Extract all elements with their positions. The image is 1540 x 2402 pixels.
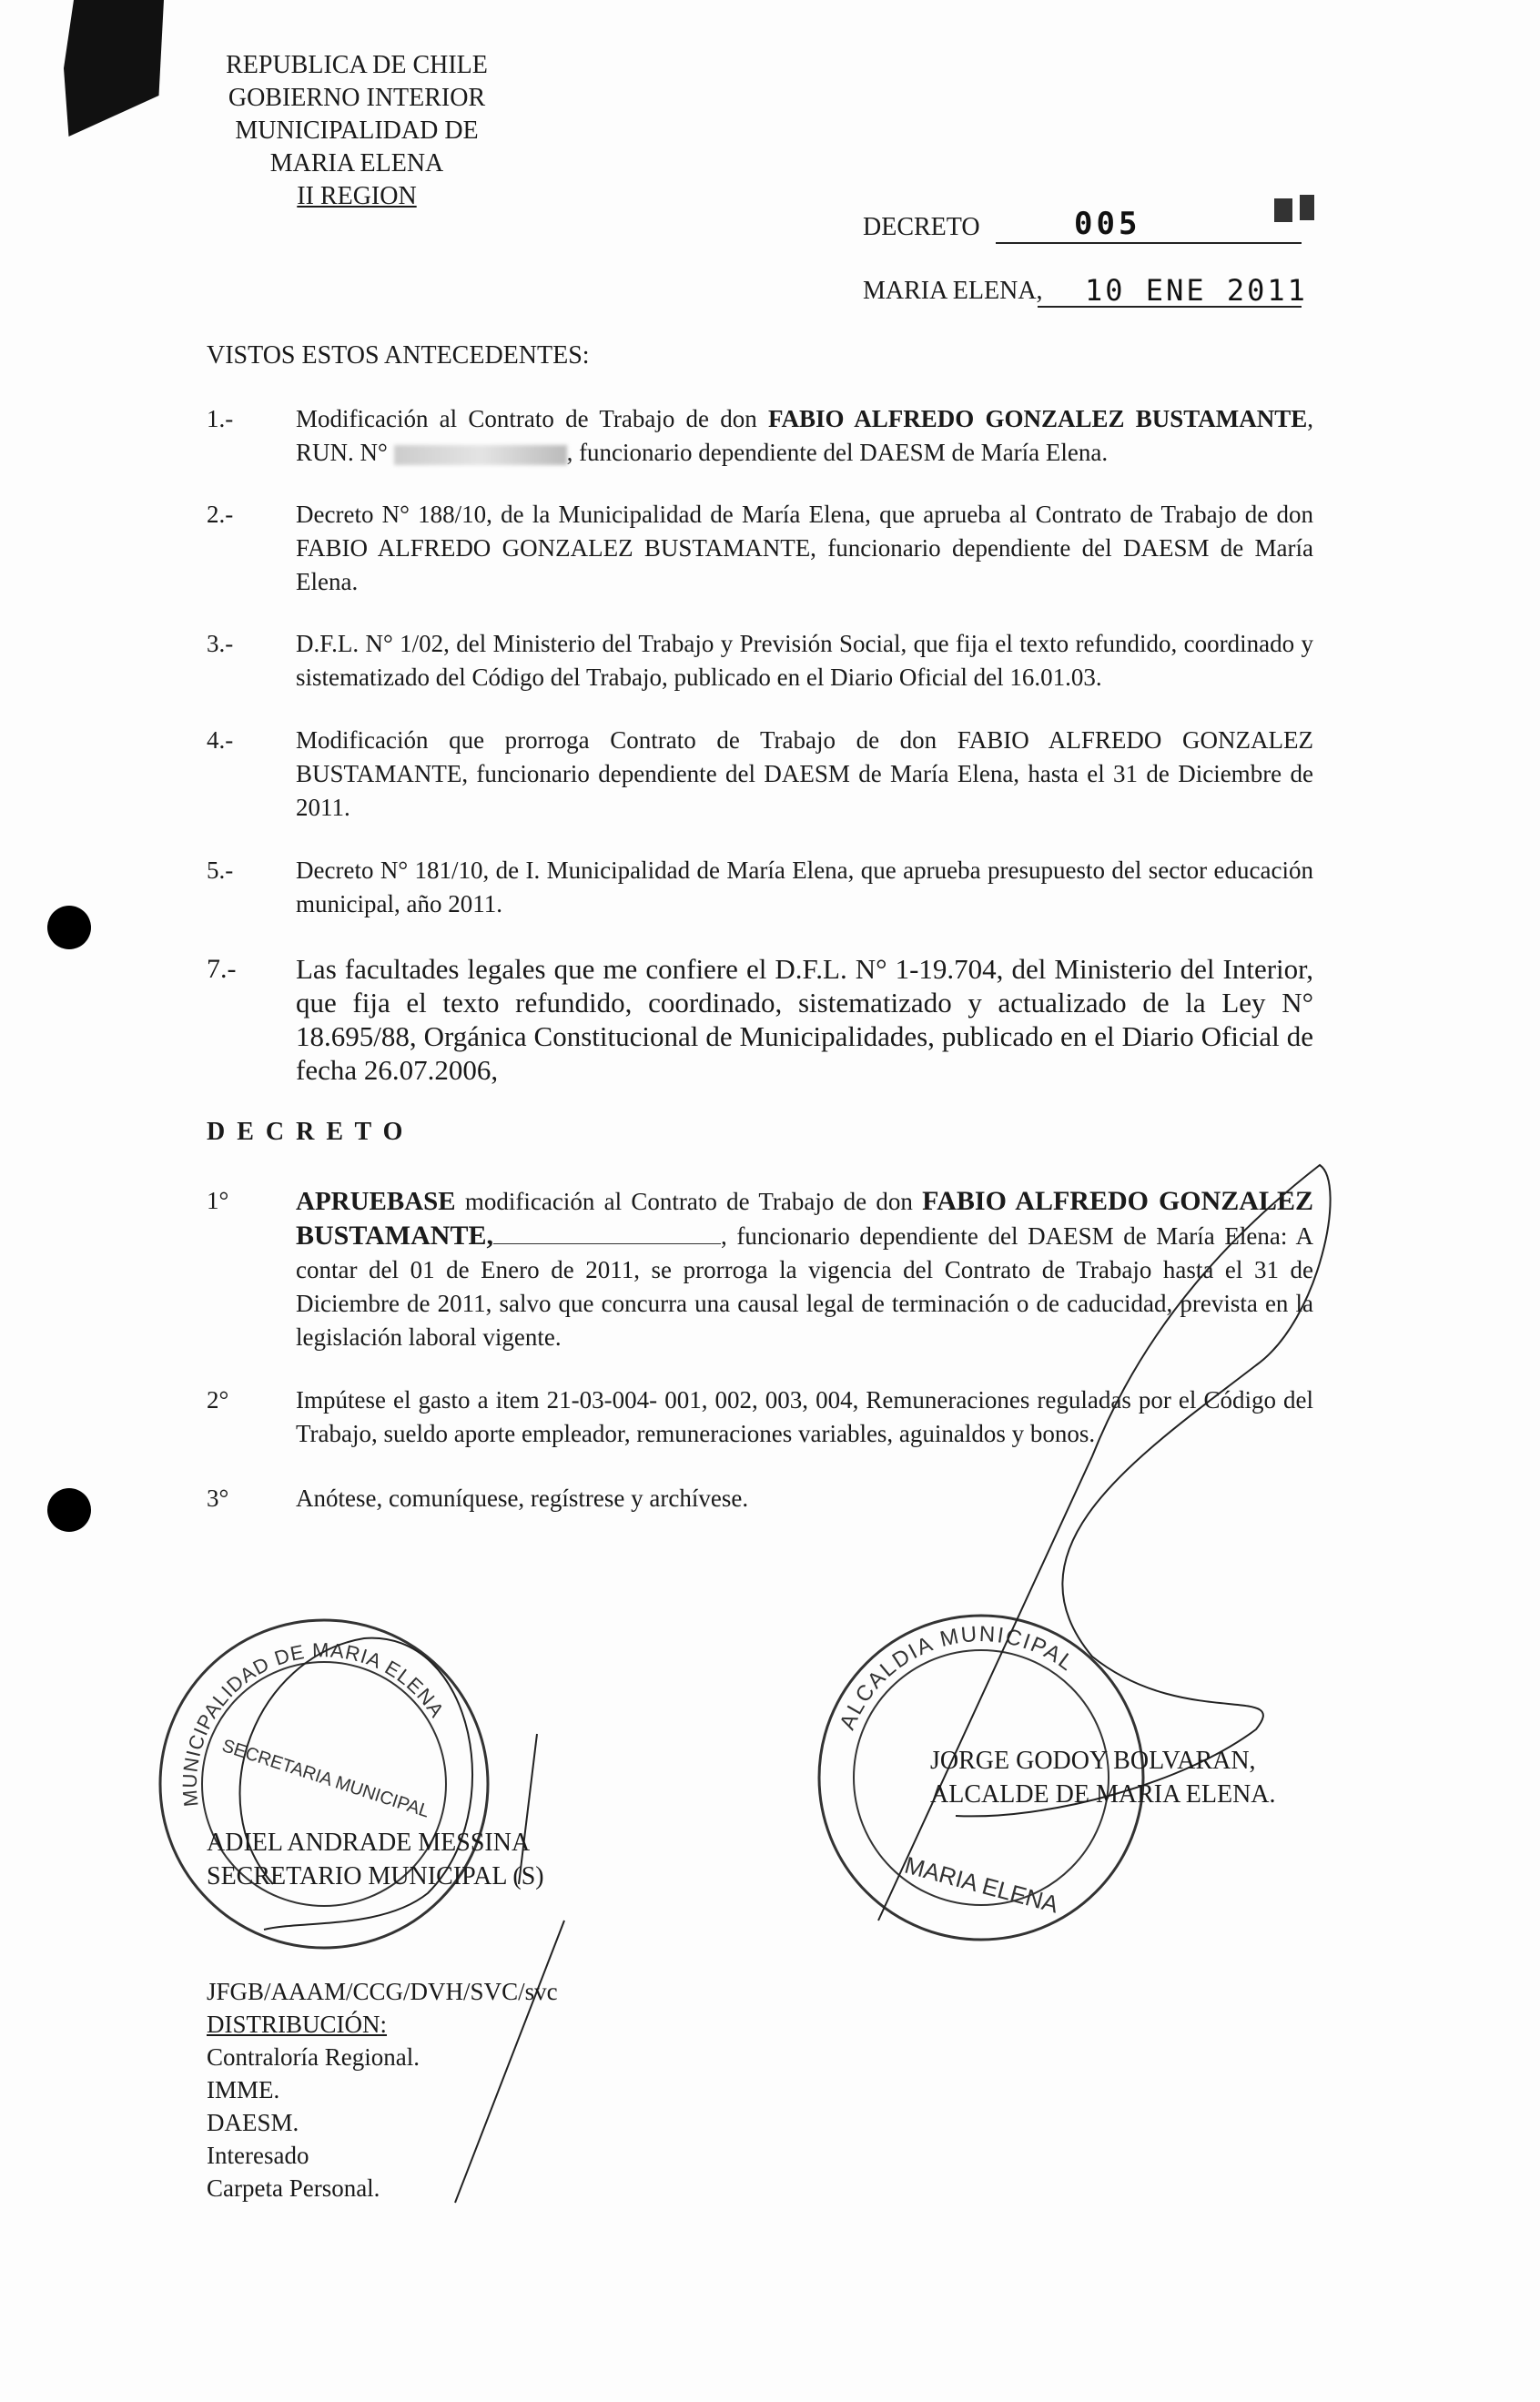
- left-seal-inner-text: SECRETARIA MUNICIPAL: [219, 1736, 432, 1822]
- left-seal-text: MUNICIPALIDAD DE MARIA ELENA: [177, 1638, 450, 1809]
- initials: JFGB/AAAM/CCG/DVH/SVC/svc: [207, 1978, 558, 2005]
- item-number: 4.-: [207, 726, 234, 754]
- item-number: 2.-: [207, 501, 234, 528]
- item-text: APRUEBASE modificación al Contrato de Trabajo de don FABIO ALFREDO GONZALEZ BUSTAMANTE, , funcionario dependiente del DAESM de María Elena: A contar del 01 de Enero de 2011, se prorroga la vigencia del Contrato de Trabajo hasta el 31 de Diciembre de 2011, salvo que concurra una causal legal de terminación o de caducidad, prevista en la legislación laboral vigente.: [296, 1186, 1314, 1351]
- item-text: Decreto N° 181/10, de I. Municipalidad de María Elena, que aprueba presupuesto del sector educación municipal, año 2011.: [296, 856, 1313, 917]
- distribution-block: [207, 1975, 558, 2204]
- letterhead-line: II REGION: [297, 182, 417, 210]
- letterhead-line: REPUBLICA DE CHILE: [226, 51, 488, 79]
- distribution-heading: DISTRIBUCIÓN:: [207, 2011, 388, 2038]
- right-signatory-name: JORGE GODOY BOLVARAN,: [930, 1747, 1256, 1775]
- item-number: 1°: [207, 1187, 229, 1214]
- right-seal-text: ALCALDIA MUNICIPAL: [835, 1621, 1079, 1734]
- item-number: 3°: [207, 1485, 229, 1512]
- letterhead-line: MUNICIPALIDAD DE: [235, 117, 479, 145]
- item-number: 5.-: [207, 856, 234, 884]
- item-number: 3.-: [207, 630, 234, 657]
- date-stamp: 10 ENE 2011: [1085, 273, 1308, 308]
- right-signatory-title: ALCALDE DE MARIA ELENA.: [930, 1780, 1276, 1809]
- distribution-item: Interesado: [207, 2142, 309, 2169]
- decreto-heading: D E C R E T O: [207, 1118, 406, 1146]
- right-seal-bottom-text: MARIA ELENA: [901, 1850, 1062, 1919]
- vistos-heading: VISTOS ESTOS ANTECEDENTES:: [207, 341, 590, 370]
- item-number: 1.-: [207, 405, 234, 432]
- item-text: Anótese, comuníquese, regístrese y archívese.: [296, 1485, 749, 1512]
- item-text: Decreto N° 188/10, de la Municipalidad de María Elena, que aprueba al Contrato de Trabajo de don FABIO ALFREDO GONZALEZ BUSTAMANTE, funcionario dependiente del DAESM de María Elena.: [296, 501, 1313, 595]
- item-text: Impútese el gasto a item 21-03-004- 001, 002, 003, 004, Remuneraciones reguladas por el Código del Trabajo, sueldo aporte empleador, remuneraciones variables, aguinaldos y bonos.: [296, 1386, 1313, 1447]
- item-text: Modificación al Contrato de Trabajo de don FABIO ALFREDO GONZALEZ BUSTAMANTE, RUN. N° , funcionario dependiente del DAESM de María Elena.: [296, 405, 1313, 466]
- left-signatory-title: SECRETARIO MUNICIPAL (S): [207, 1862, 544, 1890]
- item-number: 2°: [207, 1386, 229, 1414]
- letterhead-line: MARIA ELENA: [269, 149, 444, 177]
- letterhead-line: GOBIERNO INTERIOR: [228, 84, 486, 112]
- date-label: MARIA ELENA,: [863, 277, 1043, 305]
- item-text: D.F.L. N° 1/02, del Ministerio del Trabajo y Previsión Social, que fija el texto refundido, coordinado y sistematizado del Código del Trabajo, publicado en el Diario Oficial del 16.01.03.: [296, 630, 1313, 691]
- item-number: 7.-: [207, 954, 237, 984]
- distribution-item: IMME.: [207, 2076, 280, 2103]
- distribution-item: Contraloría Regional.: [207, 2043, 420, 2071]
- item-text: Las facultades legales que me confiere el D.F.L. N° 1-19.704, del Ministerio del Interior, que fija el texto refundido, coordinado, sistematizado y actualizado de la Ley N° 18.695/88, Orgánica Constitucional de Municipalidades, publicado en el Diario Oficial de fecha 26.07.2006,: [296, 953, 1313, 1086]
- item-text: Modificación que prorroga Contrato de Trabajo de don FABIO ALFREDO GONZALEZ BUSTAMANTE, funcionario dependiente del DAESM de María Elena, hasta el 31 de Diciembre de 2011.: [296, 726, 1313, 821]
- left-signatory-name: ADIEL ANDRADE MESSINA: [207, 1829, 531, 1857]
- decree-label: DECRETO: [863, 213, 980, 241]
- distribution-item: Carpeta Personal.: [207, 2174, 380, 2202]
- decree-number-stamp: 005: [1074, 206, 1141, 242]
- distribution-item: DAESM.: [207, 2109, 299, 2136]
